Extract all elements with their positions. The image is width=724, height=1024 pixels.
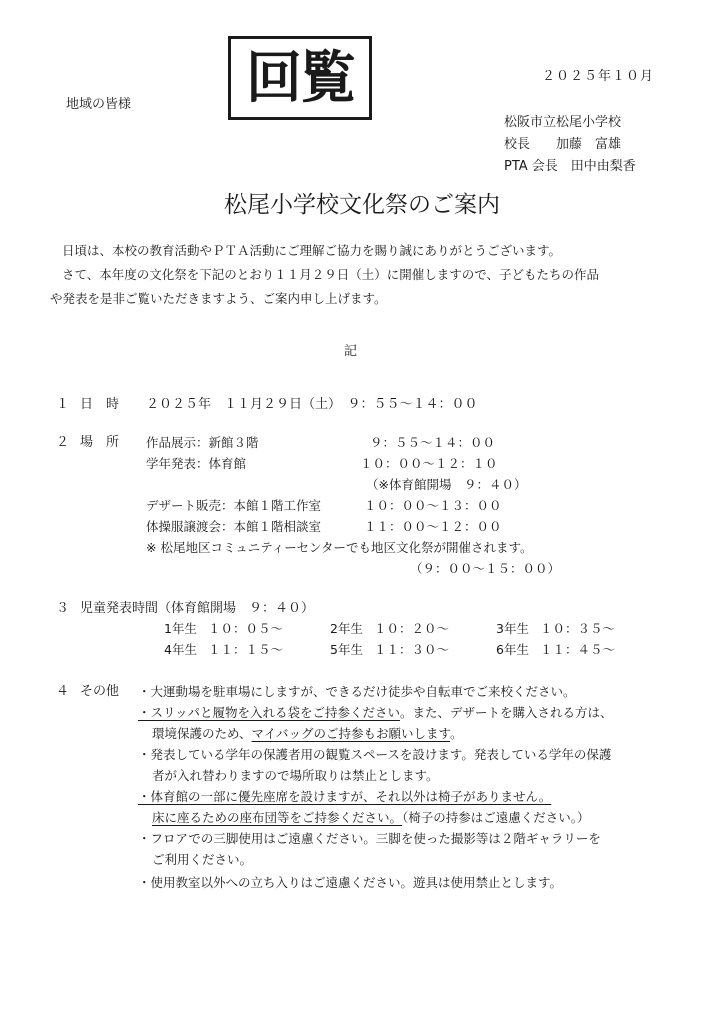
place-note-time: （９：００～１５：００） bbox=[410, 561, 561, 576]
sender-pta: PTA 会長 田中由梨香 bbox=[504, 159, 636, 174]
other-bullet-slippers bbox=[138, 704, 613, 722]
mybag-underlined: マイバッグのご持参もお願いします bbox=[251, 726, 451, 741]
document-title: 松尾小学校文化祭のご案内 bbox=[224, 192, 500, 218]
grade-time: １１：３０～ bbox=[374, 642, 450, 657]
recipient: 地域の皆様 bbox=[66, 97, 132, 112]
place-row-name: 学年発表：体育館 bbox=[146, 456, 247, 471]
other-bullet-tripod-2: ご利用ください。 bbox=[152, 852, 253, 867]
other-bullet-mybag bbox=[152, 725, 463, 743]
place-row-time: １０：００～１３：００ bbox=[364, 498, 502, 513]
other-bullet-tripod-1: ・フロアでの三脚使用はご遠慮ください。三脚を使った撮影等は２階ギャラリーを bbox=[138, 831, 601, 846]
item-3-label: 児童発表時間（体育館開場 ９：４０） bbox=[80, 601, 315, 616]
place-row-name: デザート販売：本館１階工作室 bbox=[146, 498, 322, 513]
grade-time: １１：４５～ bbox=[540, 642, 616, 657]
place-row-name: 作品展示：新館３階 bbox=[146, 435, 259, 450]
place-row-time: ９：５５～１４：００ bbox=[370, 435, 496, 450]
place-row-time: １０：００～１２：１０ bbox=[360, 456, 498, 471]
circulation-stamp bbox=[228, 36, 372, 120]
item-1-label: 日 時 bbox=[80, 397, 120, 412]
other-bullet-viewing-1: ・発表している学年の保護者用の観覧スペースを設けます。発表している学年の保護 bbox=[138, 747, 612, 762]
grade-time: １０：２０～ bbox=[374, 621, 450, 636]
seating-note: （椅子の持参はご遠慮ください。） bbox=[402, 810, 590, 825]
grade-label: 3年生 bbox=[496, 621, 529, 636]
grade-time: １０：３５～ bbox=[540, 621, 616, 636]
other-bullet-rooms: ・使用教室以外への立ち入りはご遠慮ください。遊具は使用禁止とします。 bbox=[138, 875, 563, 890]
item-3-number: ３ bbox=[56, 601, 70, 616]
item-4-number: ４ bbox=[56, 684, 70, 699]
grade-label: 1年生 bbox=[164, 621, 197, 636]
place-note: ※ 松尾地区コミュニティーセンターでも地区文化祭が開催されます。 bbox=[146, 540, 533, 555]
other-bullet-seating-1 bbox=[138, 788, 551, 806]
place-row-time: １１：００～１２：００ bbox=[364, 519, 502, 534]
issue-date: ２０２５年１０月 bbox=[542, 69, 655, 84]
intro-line-2: さて、本年度の文化祭を下記のとおり１１月２９日（土）に開催しますので、子どもたちの作品 bbox=[62, 267, 600, 282]
item-1-number: １ bbox=[56, 397, 70, 412]
grade-label: 6年生 bbox=[496, 642, 529, 657]
sender-principal: 校長 加藤 富雄 bbox=[504, 137, 622, 152]
mybag-end: 。 bbox=[450, 726, 463, 741]
seating-underlined-1: ・体育館の一部に優先座席を設けますが、それ以外は椅子がありません。 bbox=[138, 789, 552, 804]
grade-time: １１：１５～ bbox=[208, 642, 284, 657]
intro-line-1: 日頃は、本校の教育活動やＰＴＡ活動にご理解ご協力を賜り誠にありがとうございます。 bbox=[62, 243, 562, 258]
grade-label: 4年生 bbox=[164, 642, 197, 657]
ki-heading: 記 bbox=[344, 344, 358, 359]
slippers-text: 。また、デザートを購入される方は、 bbox=[400, 705, 613, 720]
other-bullet-parking: ・大運動場を駐車場にしますが、できるだけ徒歩や自転車でご来校ください。 bbox=[138, 684, 576, 699]
grade-label: 2年生 bbox=[330, 621, 363, 636]
grade-label: 5年生 bbox=[330, 642, 363, 657]
item-2-number: ２ bbox=[56, 435, 70, 450]
stamp-text: 回覧 bbox=[246, 46, 354, 111]
place-row-name: 体操服譲渡会：本館１階相談室 bbox=[146, 519, 322, 534]
grade-time: １０：０５～ bbox=[208, 621, 284, 636]
seating-underlined-2: 床に座るための座布団等をご持参ください。 bbox=[152, 810, 403, 825]
item-2-label: 場 所 bbox=[80, 435, 120, 450]
other-bullet-viewing-2: 者が入れ替わりますので場所取りは禁止とします。 bbox=[152, 768, 439, 783]
place-row-time: （※体育館開場 ９：４０） bbox=[366, 477, 527, 492]
item-4-label: その他 bbox=[80, 684, 120, 699]
slippers-underlined: ・スリッパと履物を入れる袋をご持参ください bbox=[138, 705, 401, 720]
item-1-value: ２０２５年 １１月２９日（土） ９：５５～１４：００ bbox=[146, 397, 478, 412]
sender-school: 松阪市立松尾小学校 bbox=[504, 115, 622, 130]
mybag-text: 環境保護のため、 bbox=[152, 726, 252, 741]
other-bullet-seating-2 bbox=[152, 809, 590, 827]
intro-line-3: や発表を是非ご覧いただきますよう、ご案内申し上げます。 bbox=[50, 291, 387, 306]
